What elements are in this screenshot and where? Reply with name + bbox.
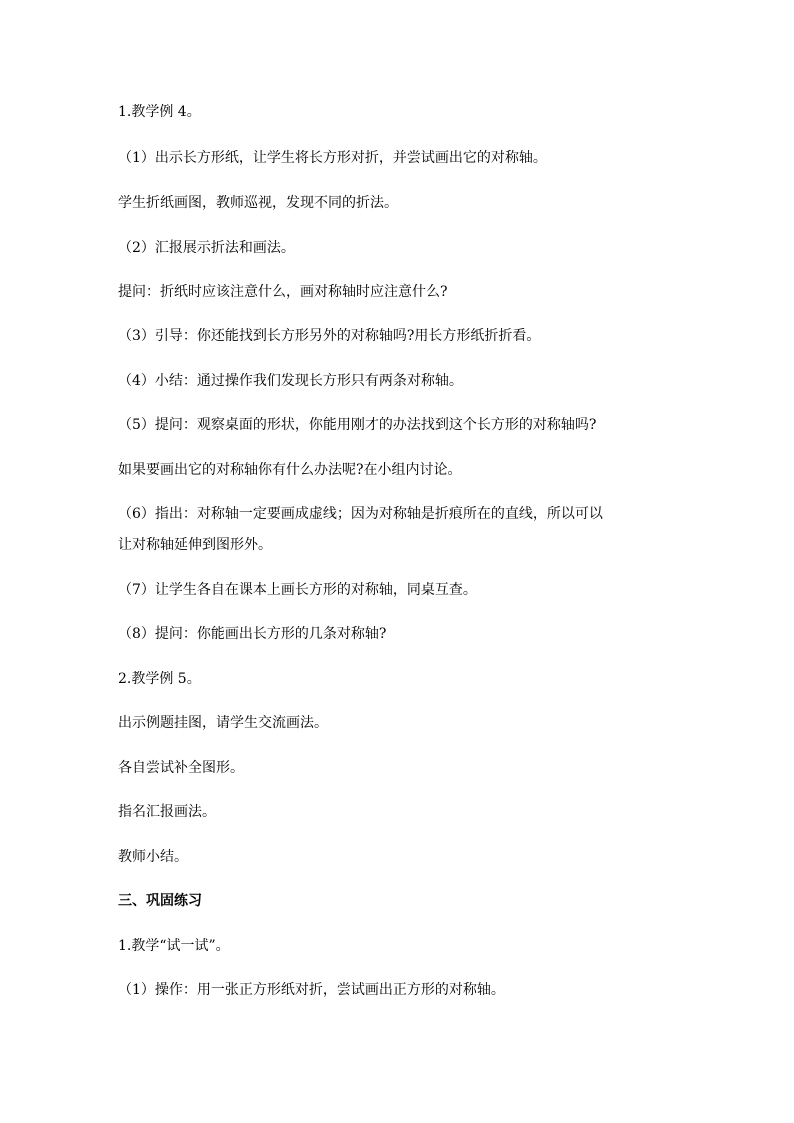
paragraph-step4: （4）小结：通过操作我们发现长方形只有两条对称轴。 <box>118 373 463 389</box>
section-heading-practice: 三、巩固练习 <box>118 893 202 909</box>
paragraph-step6-line1: （6）指出：对称轴一定要画成虚线；因为对称轴是折痕所在的直线，所以可以 <box>118 506 603 522</box>
paragraph-step2: （2）汇报展示折法和画法。 <box>118 240 295 256</box>
paragraph-complete-figure: 各自尝试补全图形。 <box>118 760 244 776</box>
paragraph-question: 提问：折纸时应该注意什么，画对称轴时应注意什么? <box>118 284 448 300</box>
paragraph-operation: （1）操作：用一张正方形纸对折，尝试画出正方形的对称轴。 <box>118 982 505 998</box>
paragraph-try-it: 1.教学“试一试”。 <box>118 938 230 954</box>
paragraph-step7: （7）让学生各自在课本上画长方形的对称轴，同桌互查。 <box>118 582 477 598</box>
paragraph-step1: （1）出示长方形纸，让学生将长方形对折，并尝试画出它的对称轴。 <box>118 150 547 166</box>
paragraph-teacher-summary: 教师小结。 <box>118 849 188 865</box>
paragraph-step6-line2: 让对称轴延伸到图形外。 <box>118 537 272 553</box>
paragraph-report: 指名汇报画法。 <box>118 804 216 820</box>
paragraph-step8: （8）提问：你能画出长方形的几条对称轴? <box>118 626 387 642</box>
paragraph-step3: （3）引导：你还能找到长方形另外的对称轴吗?用长方形纸折折看。 <box>118 328 541 344</box>
paragraph-student-folding: 学生折纸画图，教师巡视，发现不同的折法。 <box>118 195 398 211</box>
paragraph-example4-heading: 1.教学例 4。 <box>118 104 201 120</box>
paragraph-example5-heading: 2.教学例 5。 <box>118 671 201 687</box>
paragraph-discussion: 如果要画出它的对称轴你有什么办法呢?在小组内讨论。 <box>118 462 462 478</box>
paragraph-step5: （5）提问：观察桌面的形状，你能用刚才的办法找到这个长方形的对称轴吗? <box>118 417 597 433</box>
paragraph-show-chart: 出示例题挂图，请学生交流画法。 <box>118 715 328 731</box>
